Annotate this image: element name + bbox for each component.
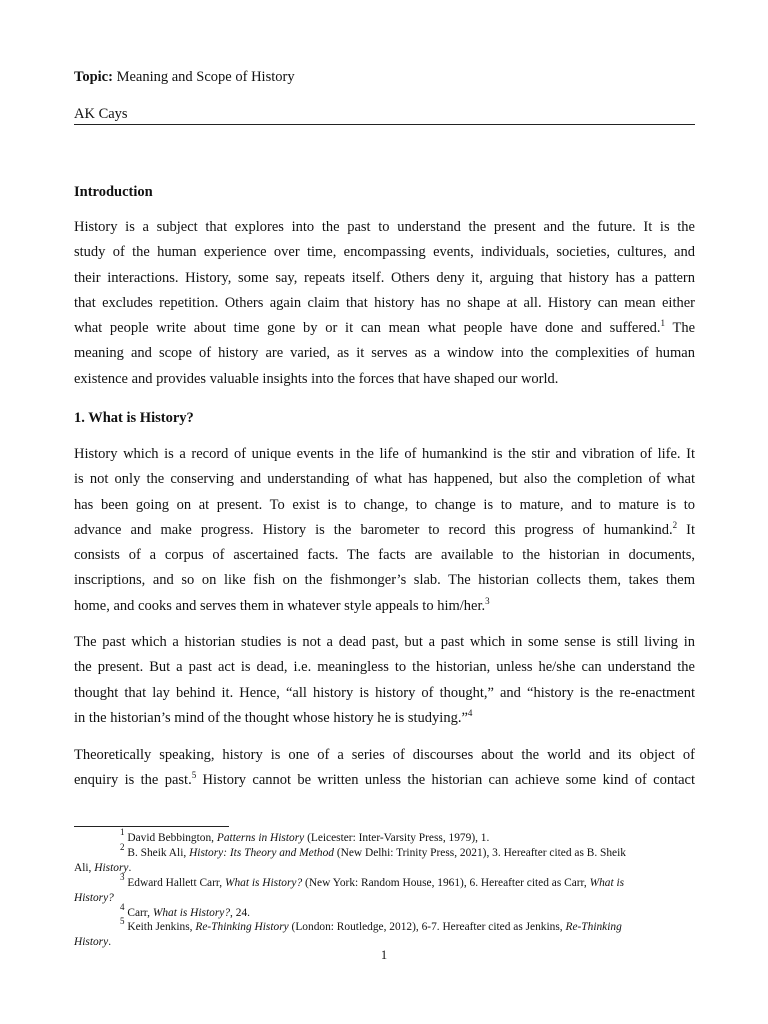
footnote-number: 2 xyxy=(120,842,125,852)
author-name: AK Cays xyxy=(74,106,128,122)
text-line: History is a subject that explores into the past to understand the present and the future. It is the xyxy=(74,219,695,235)
text-line: enquiry is the past.$^5$ History cannot be written unless the historian can achieve some kind of contact xyxy=(74,770,695,789)
footnote-number: 1 xyxy=(120,827,125,837)
section1-paragraph-1 xyxy=(74,442,695,619)
footnote-number: 4 xyxy=(120,902,125,912)
footnote-ref: 1 xyxy=(660,318,666,329)
text-line: thought that lay behind it. Hence, “all history is history of thought,” and “history is the re-enactment xyxy=(74,684,695,701)
footnote-number: 3 xyxy=(120,872,125,882)
text-line: home, and cooks and serves them in whatever style appeals to him/her.$^3$ xyxy=(74,595,490,614)
section-heading: 1. What is History? xyxy=(74,410,194,426)
topic-label: Topic: xyxy=(74,69,113,85)
text-line: that excludes repetition. Others again claim that history has no shape at all. History can mean either xyxy=(74,294,695,311)
text-line: study of the human experience over time, encompassing events, individuals, societies, cultures, and xyxy=(74,244,695,261)
footnote-4: $^4$ Carr, What is History?, 24. xyxy=(120,902,250,919)
topic-text: Meaning and Scope of History xyxy=(112,69,295,85)
footnote-1: $^1$ David Bebbington, Patterns in History (Leicester: Inter-Varsity Press, 1979), 1. xyxy=(120,827,490,844)
footnote-ref: 2 xyxy=(672,519,678,530)
text-line: is not only the conserving and understanding of what has happened, but also the completion of what xyxy=(74,471,695,488)
intro-paragraph xyxy=(74,215,695,392)
footnote-number: 5 xyxy=(120,916,125,926)
text-line: in the historian’s mind of the thought whose history he is studying.”$^4$ xyxy=(74,707,473,726)
footnote-5: $^5$ Keith Jenkins, Re-Thinking History (London: Routledge, 2012), 6-7. Hereafter cited as Jenkins, Re-Thinking History. xyxy=(74,916,622,949)
section1-paragraph-2 xyxy=(74,630,695,731)
text-line: has been going on at present. To exist is to change, to change is to mature, and to mature is to xyxy=(74,496,695,513)
footnote-2: $^2$ B. Sheik Ali, History: Its Theory and Method (New Delhi: Trinity Press, 2021), 3. Hereafter cited as B. Sheik Ali, History. xyxy=(74,842,626,875)
text-line: Theoretically speaking, history is one of a series of discourses about the world and its object of xyxy=(74,747,695,763)
footnote-ref: 3 xyxy=(485,595,490,606)
text-line: existence and provides valuable insights into the forces that have shaped our world. xyxy=(74,370,559,387)
header-rule xyxy=(74,124,695,125)
text-line: advance and make progress. History is the barometer to record this progress of humankind.$^2$ It xyxy=(74,519,696,538)
page-number: 1 xyxy=(380,948,388,962)
section1-paragraph-3 xyxy=(74,743,695,794)
footnote-ref: 4 xyxy=(467,707,473,718)
text-line: their interactions. History, some say, repeats itself. Others deny it, arguing that history has a pattern xyxy=(74,269,695,286)
intro-heading: Introduction xyxy=(74,184,153,200)
text-line: the present. But a past act is dead, i.e. meaningless to the historian, unless he/she can understand the xyxy=(74,659,695,676)
footnote-ref: 5 xyxy=(191,770,197,781)
text-line: what people write about time gone by or it can mean what people have done and suffered.$^1$ The xyxy=(74,318,696,337)
text-line: inscriptions, and so on like fish on the fishmonger’s slab. The historian collects them, takes them xyxy=(74,572,695,589)
text-line: History which is a record of unique events in the life of humankind is the stir and vibration of life. It xyxy=(74,446,695,462)
footnote-3: $^3$ Edward Hallett Carr, What is History? (New York: Random House, 1961), 6. Hereafter cited as Carr, What is History? xyxy=(74,872,625,905)
topic-line xyxy=(74,68,295,86)
text-line: consists of a corpus of ascertained facts. The facts are available to the historian in documents, xyxy=(74,547,695,564)
footnote-separator xyxy=(74,826,229,827)
text-line: The past which a historian studies is not a dead past, but a past which in some sense is still living in xyxy=(74,634,695,650)
text-line: meaning and scope of history are varied, as it serves as a window into the complexities of human xyxy=(74,345,695,362)
